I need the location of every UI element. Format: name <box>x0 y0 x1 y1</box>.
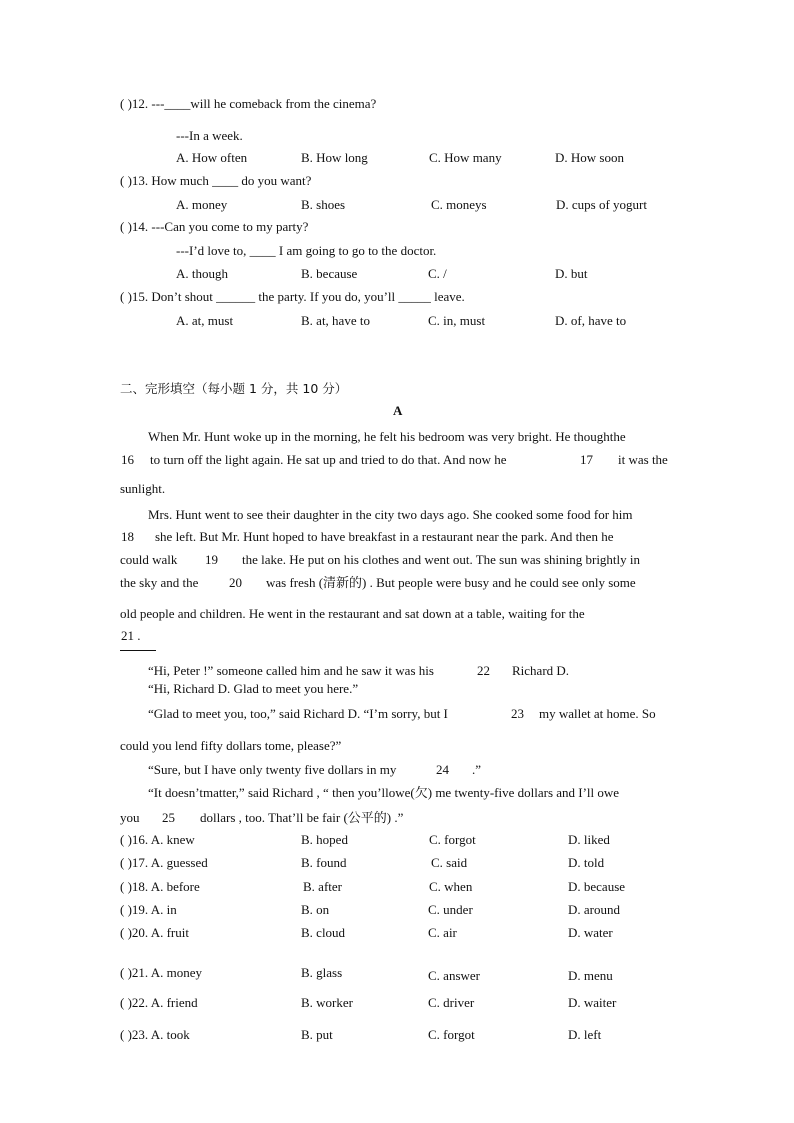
option-c: C. forgot <box>429 832 476 847</box>
q12-option-c: C. How many <box>429 150 502 165</box>
q14-option-a: A. though <box>176 266 228 281</box>
q15-option-c: C. in, must <box>428 313 486 328</box>
passage-line: dollars , too. That’ll be fair (公平的) .” <box>200 810 404 825</box>
passage-label: A <box>393 403 403 418</box>
q12-option-a: A. How often <box>176 150 248 165</box>
passage-line: it was the <box>618 452 668 467</box>
option-c: C. under <box>428 902 473 917</box>
question-14-reply: ---I’d love to, ____ I am going to go to the doctor. <box>176 243 437 258</box>
option-b: B. found <box>301 855 347 870</box>
option-row-22: ( )22. A. friend <box>120 995 198 1010</box>
option-row-18: ( )18. A. before <box>120 879 200 894</box>
option-d: D. liked <box>568 832 610 847</box>
option-row-16: ( )16. A. knew <box>120 832 195 847</box>
passage-line: .” <box>472 762 482 777</box>
option-b: B. hoped <box>301 832 348 847</box>
passage-line: “Hi, Peter !” someone called him and he saw it was his <box>148 663 434 678</box>
q12-option-d: D. How soon <box>555 150 624 165</box>
option-row-20: ( )20. A. fruit <box>120 925 189 940</box>
q13-option-c: C. moneys <box>431 197 487 212</box>
option-c: C. air <box>428 925 457 940</box>
blank-number-22: 22 <box>477 663 490 678</box>
passage-line: sunlight. <box>120 481 166 496</box>
option-b: B. worker <box>301 995 353 1010</box>
question-15-stem: ( )15. Don’t shout ______ the party. If you do, you’ll _____ leave. <box>120 289 465 304</box>
option-c: C. when <box>429 879 473 894</box>
option-row-23: ( )23. A. took <box>120 1027 190 1042</box>
q15-option-d: D. of, have to <box>555 313 627 328</box>
q14-option-d: D. but <box>555 266 588 281</box>
passage-line: you <box>120 810 140 825</box>
option-d: D. water <box>568 925 613 940</box>
option-d: D. menu <box>568 968 613 983</box>
option-c: C. said <box>431 855 468 870</box>
q14-option-b: B. because <box>301 266 358 281</box>
blank-number-18: 18 <box>121 529 134 544</box>
option-row-21: ( )21. A. money <box>120 965 202 980</box>
blank-number-16: 16 <box>121 452 134 467</box>
option-row-19: ( )19. A. in <box>120 902 177 917</box>
section-heading: 二、完形填空（每小题 1 分，共 10 分） <box>120 381 348 396</box>
passage-line: could you lend fifty dollars tome, please?” <box>120 738 342 753</box>
option-b: B. glass <box>301 965 343 980</box>
option-c: C. driver <box>428 995 475 1010</box>
q12-option-b: B. How long <box>301 150 368 165</box>
q15-option-a: A. at, must <box>176 313 234 328</box>
blank-number-21: 21 . <box>121 628 141 643</box>
option-b: B. cloud <box>301 925 346 940</box>
passage-line: was fresh (清新的) . But people were busy and he could see only some <box>266 575 636 590</box>
passage-line: “It doesn’tmatter,” said Richard , “ then you’llowe(欠) me twenty-five dollars and I’ll owe <box>148 785 620 800</box>
question-14-stem: ( )14. ---Can you come to my party? <box>120 219 309 234</box>
option-d: D. around <box>568 902 620 917</box>
blank-number-25: 25 <box>162 810 175 825</box>
option-b: B. put <box>301 1027 333 1042</box>
question-13-stem: ( )13. How much ____ do you want? <box>120 173 312 188</box>
passage-line: to turn off the light again. He sat up and tried to do that. And now he <box>150 452 507 467</box>
option-c: C. answer <box>428 968 480 983</box>
passage-line: the sky and the <box>120 575 199 590</box>
option-d: D. because <box>568 879 626 894</box>
blank-number-23: 23 <box>511 706 524 721</box>
passage-line: the lake. He put on his clothes and went out. The sun was shining brightly in <box>242 552 641 567</box>
passage-line: When Mr. Hunt woke up in the morning, he felt his bedroom was very bright. He thoughthe <box>148 429 626 444</box>
passage-line: Richard D. <box>512 663 570 678</box>
blank-number-20: 20 <box>229 575 242 590</box>
q15-option-b: B. at, have to <box>301 313 370 328</box>
passage-line: she left. But Mr. Hunt hoped to have breakfast in a restaurant near the park. And then he <box>155 529 614 544</box>
blank-number-24: 24 <box>436 762 449 777</box>
passage-line: my wallet at home. So <box>539 706 656 721</box>
q13-option-d: D. cups of yogurt <box>556 197 647 212</box>
passage-line: “Sure, but I have only twenty five dollars in my <box>148 762 397 777</box>
passage-line: “Glad to meet you, too,” said Richard D. “I’m sorry, but I <box>148 706 448 721</box>
q13-option-b: B. shoes <box>301 197 346 212</box>
blank-underline-21 <box>120 650 156 651</box>
option-d: D. left <box>568 1027 602 1042</box>
option-c: C. forgot <box>428 1027 475 1042</box>
q14-option-c: C. / <box>428 266 447 281</box>
passage-line: Mrs. Hunt went to see their daughter in the city two days ago. She cooked some food for him <box>148 507 633 522</box>
passage-line: old people and children. He went in the restaurant and sat down at a table, waiting for the <box>120 606 585 621</box>
question-12-stem: ( )12. ---____will he comeback from the cinema? <box>120 96 377 111</box>
option-d: D. told <box>568 855 605 870</box>
option-row-17: ( )17. A. guessed <box>120 855 208 870</box>
option-b: B. after <box>303 879 342 894</box>
option-d: D. waiter <box>568 995 617 1010</box>
passage-line: “Hi, Richard D. Glad to meet you here.” <box>148 681 359 696</box>
passage-line: could walk <box>120 552 178 567</box>
option-b: B. on <box>301 902 330 917</box>
q13-option-a: A. money <box>176 197 228 212</box>
blank-number-19: 19 <box>205 552 218 567</box>
question-12-answer-line: ---In a week. <box>176 128 243 143</box>
blank-number-17: 17 <box>580 452 593 467</box>
